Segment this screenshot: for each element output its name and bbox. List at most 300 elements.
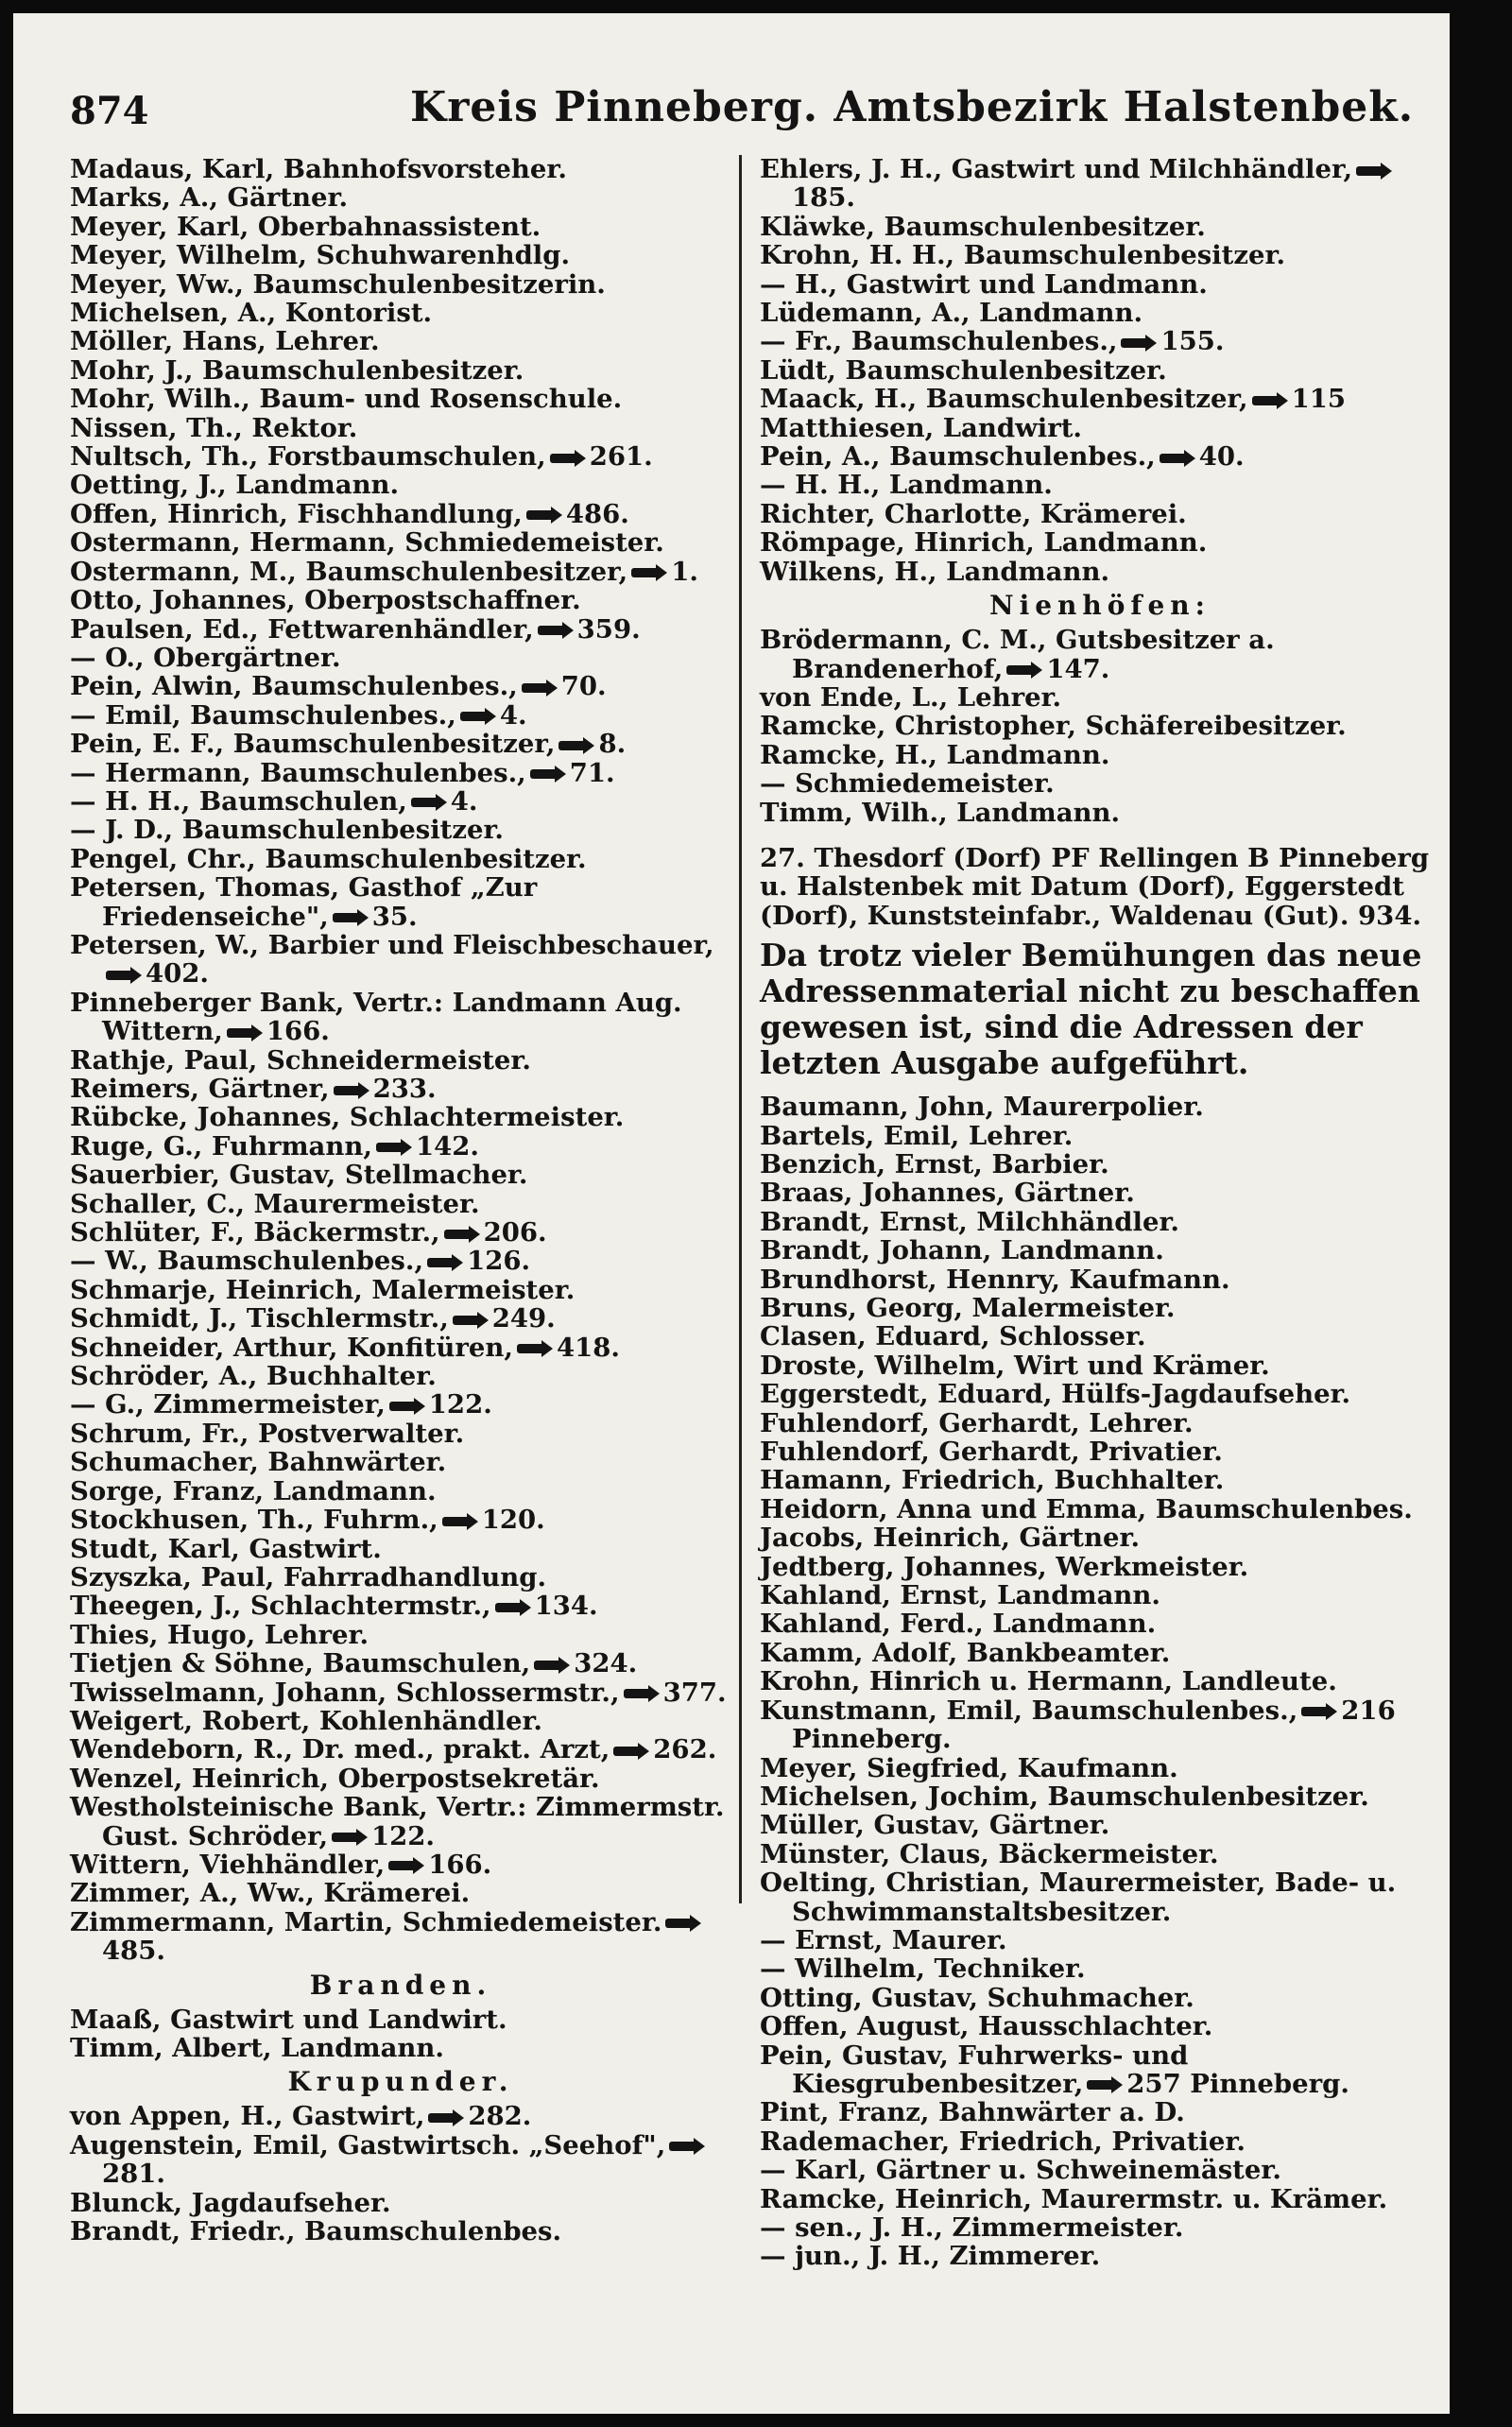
entry-text: Fuhlendorf, Gerhardt, Lehrer. [760,1407,1194,1438]
phone-number: 35. [371,901,418,932]
entry-text: Müller, Gustav, Gärtner. [760,1810,1110,1841]
telephone-pointing-hand-icon [1252,394,1288,407]
directory-entry [760,683,1440,712]
telephone-pointing-hand-icon [411,796,447,809]
directory-entry [760,2242,1440,2270]
directory-entry [70,1535,731,1563]
entry-text: Brandt, Friedr., Baumschulenbes. [70,2216,562,2247]
page-header [51,79,1415,146]
directory-entry [70,989,731,1046]
telephone-pointing-hand-icon [550,452,586,465]
directory-entry [760,528,1440,557]
entry-text: Krohn, H. H., Baumschulenbesitzer. [760,240,1286,271]
directory-entry [760,1811,1440,1839]
directory-entry [760,769,1440,798]
phone-number: 249. [491,1303,556,1334]
directory-entry [760,327,1440,355]
directory-entry [760,414,1440,442]
directory-entry [70,1592,731,1620]
entry-text: Richter, Charlotte, Krämerei. [760,498,1187,529]
directory-entry [760,1984,1440,2012]
directory-entry [70,1103,731,1131]
telephone-pointing-hand-icon [495,1601,531,1614]
phone-number: 166. [266,1016,330,1047]
entry-text: — Emil, Baumschulenbes., [70,699,456,731]
directory-entry [70,730,731,758]
entry-text: Kahland, Ernst, Landmann. [760,1580,1160,1611]
entry-text: Meyer, Ww., Baumschulenbesitzerin. [70,268,606,300]
phone-number: 115 [1291,384,1346,415]
telephone-pointing-hand-icon [389,1400,425,1413]
directory-entry [70,1678,731,1707]
entry-text: Augenstein, Emil, Gastwirtsch. „Seehof", [70,2129,666,2160]
directory-entry [70,1190,731,1218]
directory-entry [760,1122,1440,1150]
entry-text: Oetting, J., Landmann. [70,470,400,501]
directory-entry [760,1639,1440,1667]
phone-number: 485. [102,1936,165,1967]
telephone-pointing-hand-icon [1301,1705,1337,1718]
entry-text: Rübcke, Johannes, Schlachtermeister. [70,1102,625,1133]
directory-entry [70,183,731,212]
entry-text: Matthiesen, Landwirt. [760,412,1082,443]
entry-text: Tietjen & Söhne, Baumschulen, [70,1648,531,1679]
entry-text: Zimmermann, Martin, Schmiedemeister. [70,1906,662,1937]
entry-text: Westholsteinische Bank, Vertr.: Zimmermstr. Gust. Schröder, [70,1792,725,1851]
telephone-pointing-hand-icon [460,710,496,723]
entry-text: Schmarje, Heinrich, Malermeister. [70,1274,576,1305]
telephone-pointing-hand-icon [444,1228,480,1241]
entry-text: Mohr, Wilh., Baum- und Rosenschule. [70,384,623,415]
directory-entry [760,241,1440,269]
phone-number: 4. [450,785,478,817]
entry-text: Offen, August, Hausschlachter. [760,2011,1213,2042]
entry-text: — Karl, Gärtner u. Schweinemäster. [760,2155,1281,2186]
entry-text: Maaß, Gastwirt und Landwirt. [70,2004,507,2035]
directory-entry [760,1409,1440,1437]
entry-text: Pein, Gustav, Fuhrwerks- und Kiesgrubenbesitzer, [760,2040,1189,2099]
phone-number: 257 Pinneberg. [1126,2068,1349,2099]
telephone-pointing-hand-icon [334,1084,369,1097]
directory-entry [70,1563,731,1592]
directory-entry [70,1908,731,1966]
telephone-pointing-hand-icon [613,1745,649,1758]
directory-entry [70,1362,731,1390]
telephone-pointing-hand-icon [428,2111,464,2125]
entry-text: — Wilhelm, Techniker. [760,1954,1086,1985]
directory-entry [70,1448,731,1476]
phone-number: 185. [792,182,855,214]
directory-entry [70,414,731,442]
entry-text: Römpage, Hinrich, Landmann. [760,527,1208,559]
telephone-pointing-hand-icon [665,1917,701,1930]
directory-entry [760,626,1440,683]
entry-text: Möller, Hans, Lehrer. [70,326,380,357]
directory-entry [70,2131,731,2189]
header-title: Kreis Pinneberg. Amtsbezirk Halstenbek. [410,83,1415,131]
entry-text: Rademacher, Friedrich, Privatier. [760,2126,1246,2157]
directory-entry [760,1466,1440,1494]
directory-entry [760,471,1440,499]
directory-entry [70,2102,731,2130]
notice-text: Da trotz vieler Bemühungen das neue Adressenmaterial nicht zu beschaffen gewesen ist, sind die Adressen der letzten Ausgabe aufgeführt. [760,937,1422,1082]
entry-text: Michelsen, Jochim, Baumschulenbesitzer. [760,1781,1369,1812]
entry-text: Brundhorst, Hennry, Kaufmann. [760,1264,1230,1295]
directory-entry [70,1735,731,1764]
section-heading: Nienhöfen: [989,590,1211,622]
directory-entry [70,2217,731,2246]
entry-text: Ruge, G., Fuhrmann, [70,1130,372,1162]
entry-text: Madaus, Karl, Bahnhofsvorsteher. [70,154,567,184]
directory-entry [760,1437,1440,1466]
entry-text: Heidorn, Anna und Emma, Baumschulenbes. [760,1493,1413,1524]
directory-entry [760,2213,1440,2242]
entry-text: Nultsch, Th., Forstbaumschulen, [70,441,546,473]
phone-number: 126. [467,1246,531,1277]
directory-entry [760,2185,1440,2213]
entry-text: Meyer, Wilhelm, Schuhwarenhdlg. [70,240,571,271]
directory-entry [760,442,1440,471]
column-rule [739,155,742,1903]
directory-entry [760,1351,1440,1380]
directory-entry [760,270,1440,299]
directory-entry [760,1150,1440,1179]
directory-entry [760,1495,1440,1523]
directory-entry [760,2156,1440,2184]
directory-entry [760,1840,1440,1868]
phone-number: 216 Pinneberg. [792,1695,1396,1755]
directory-entry [70,1793,731,1850]
entry-text: Reimers, Gärtner, [70,1074,330,1104]
phone-number: 122. [371,1820,436,1851]
entry-text: Otting, Gustav, Schuhmacher. [760,1982,1194,2013]
telephone-pointing-hand-icon [624,1687,660,1700]
entry-text: Brandt, Ernst, Milchhändler. [760,1206,1179,1237]
entry-text: Lüdemann, A., Landmann. [760,298,1143,329]
directory-entry [70,528,731,557]
directory-entry [70,1390,731,1419]
entry-text: Sauerbier, Gustav, Stellmacher. [70,1160,528,1191]
directory-entry [70,327,731,355]
directory-entry [70,1276,731,1304]
directory-entry [70,1247,731,1275]
entry-text: Eggerstedt, Eduard, Hülfs-Jagdaufseher. [760,1379,1351,1410]
directory-entry [760,741,1440,769]
directory-entry [760,1609,1440,1638]
directory-entry [70,356,731,385]
entry-text: — Ernst, Maurer. [760,1924,1007,1955]
entry-text: Benzich, Ernst, Barbier. [760,1148,1109,1179]
directory-entry [760,1868,1440,1926]
directory-entry [760,1179,1440,1207]
entry-text: Ramcke, H., Landmann. [760,739,1110,770]
telephone-pointing-hand-icon [376,1141,412,1154]
entry-text: Droste, Wilhelm, Wirt und Krämer. [760,1350,1270,1381]
section-heading: Branden. [309,1969,492,2001]
directory-entry [70,1075,731,1103]
entry-text: Kahland, Ferd., Landmann. [760,1609,1157,1640]
entry-text: Studt, Karl, Gastwirt. [70,1533,382,1564]
telephone-pointing-hand-icon [388,1859,424,1872]
entry-text: Wendeborn, R., Dr. med., prakt. Arzt, [70,1734,610,1765]
directory-entry [70,213,731,241]
telephone-pointing-hand-icon [1121,336,1157,350]
phone-number: 206. [483,1217,547,1248]
directory-entry [70,471,731,499]
entry-text: Oelting, Christian, Maurermeister, Bade- u. Schwimmanstaltsbesitzer. [760,1868,1397,1927]
phone-number: 418. [556,1332,620,1363]
directory-entry [70,644,731,672]
left-column [70,155,731,2246]
directory-entry [70,931,731,989]
directory-entry [70,816,731,844]
entry-text: — O., Obergärtner. [70,642,341,673]
phone-number: 71. [569,757,615,788]
entry-text: Ostermann, Hermann, Schmiedemeister. [70,527,664,559]
entry-text: Fuhlendorf, Gerhardt, Privatier. [760,1437,1223,1468]
entry-text: Wilkens, H., Landmann. [760,556,1110,587]
directory-entry [760,1380,1440,1408]
entry-text: Ramcke, Christopher, Schäfereibesitzer. [760,711,1347,742]
telephone-pointing-hand-icon [534,1659,570,1672]
entry-text: Bruns, Georg, Malermeister. [760,1293,1176,1323]
entry-text: Braas, Johannes, Gärtner. [760,1178,1135,1209]
phone-number: 8. [598,729,627,760]
entry-text: Otto, Johannes, Oberpostschaffner. [70,585,581,616]
directory-entry [70,2189,731,2217]
directory-entry [70,1161,731,1189]
directory-entry [70,558,731,586]
telephone-pointing-hand-icon [522,681,558,695]
directory-entry [70,1649,731,1678]
telephone-pointing-hand-icon [530,767,566,781]
entry-text: Timm, Albert, Landmann. [70,2033,444,2063]
phone-number: 4. [499,699,527,731]
entry-text: Hamann, Friedrich, Buchhalter. [760,1465,1225,1496]
entry-text: Pein, E. F., Baumschulenbesitzer, [70,729,556,760]
entry-text: Paulsen, Ed., Fettwarenhändler, [70,613,534,645]
directory-entry [760,1782,1440,1811]
phone-number: 282. [468,2101,532,2132]
directory-entry [70,1477,731,1506]
directory-entry [760,1294,1440,1322]
directory-entry [760,1553,1440,1581]
phone-number: 155. [1160,326,1225,357]
phone-number: 40. [1198,441,1245,473]
telephone-pointing-hand-icon [227,1026,263,1040]
entry-text: Meyer, Siegfried, Kaufmann. [760,1752,1178,1783]
telephone-pointing-hand-icon [1087,2078,1123,2091]
entry-text: Nissen, Th., Rektor. [70,412,358,443]
phone-number: 486. [565,498,629,529]
phone-number: 261. [589,441,653,473]
phone-number: 1. [671,556,698,587]
directory-entry [760,712,1440,740]
entry-text: Bartels, Emil, Lehrer. [760,1120,1074,1151]
right-column-bottom [760,1093,1440,2271]
entry-text: Weigert, Robert, Kohlenhändler. [70,1705,542,1736]
directory-entry [760,213,1440,241]
directory-entry [70,1506,731,1534]
entry-text: Krohn, Hinrich u. Hermann, Landleute. [760,1666,1337,1697]
telephone-pointing-hand-icon [442,1515,478,1528]
entry-text: — Hermann, Baumschulenbes., [70,757,526,788]
directory-entry [760,2041,1440,2099]
directory-entry [70,759,731,787]
entry-text: Kunstmann, Emil, Baumschulenbes., [760,1695,1298,1726]
entry-text: Schrum, Fr., Postverwalter. [70,1418,465,1449]
entry-text: Petersen, Thomas, Gasthof „Zur Friedenseiche", [70,872,538,932]
entry-text: — H. H., Baumschulen, [70,785,407,817]
phone-number: 134. [534,1591,598,1622]
entry-text: Schröder, A., Buchhalter. [70,1361,437,1392]
entry-text: Ehlers, J. H., Gastwirt und Milchhändler, [760,154,1353,184]
entry-text: Jacobs, Heinrich, Gärtner. [760,1523,1141,1554]
directory-entry [70,385,731,413]
entry-text: Stockhusen, Th., Fuhrm., [70,1505,438,1536]
phone-number: 122. [428,1389,492,1420]
telephone-pointing-hand-icon [517,1342,553,1355]
directory-entry [760,2012,1440,2040]
entry-text: Brandt, Johann, Landmann. [760,1235,1164,1266]
entry-text: Wittern, Viehhändler, [70,1849,386,1880]
directory-entry [70,2005,731,2034]
entry-text: — sen., J. H., Zimmermeister. [760,2212,1184,2243]
entry-text: Pengel, Chr., Baumschulenbesitzer. [70,843,587,874]
page-number: 874 [70,89,149,133]
entry-text: Schneider, Arthur, Konfitüren, [70,1332,513,1363]
entry-text: Marks, A., Gärtner. [70,182,349,214]
phone-number: 233. [372,1074,437,1104]
directory-entry [70,615,731,644]
entry-text: Szyszka, Paul, Fahrradhandlung. [70,1561,547,1592]
directory-entry [70,1879,731,1907]
directory-entry [70,701,731,730]
entry-text: Clasen, Eduard, Schlosser. [760,1321,1146,1352]
entry-text: Schaller, C., Maurermeister. [70,1188,480,1219]
entry-text: Ramcke, Heinrich, Maurermstr. u. Krämer. [760,2183,1388,2214]
entry-text: — G., Zimmermeister, [70,1389,386,1420]
phone-number: 147. [1046,653,1110,684]
directory-entry [760,1667,1440,1695]
directory-entry [760,1523,1440,1552]
entry-text: Pint, Franz, Bahnwärter a. D. [760,2097,1185,2128]
entry-text: Lüdt, Baumschulenbesitzer. [760,354,1167,386]
entry-text: Rathje, Paul, Schneidermeister. [70,1044,531,1076]
telephone-pointing-hand-icon [427,1256,463,1269]
telephone-pointing-hand-icon [333,911,369,924]
directory-entry [760,1954,1440,1983]
entry-text: Zimmer, A., Ww., Krämerei. [70,1878,471,1909]
telephone-pointing-hand-icon [1006,663,1042,677]
telephone-pointing-hand-icon [558,739,594,752]
phone-number: 359. [576,613,641,645]
right-column [760,155,1440,2271]
entry-text: Pein, A., Baumschulenbes., [760,441,1156,473]
directory-entry [760,1581,1440,1609]
directory-entry [70,241,731,269]
right-column-top [760,155,1440,827]
telephone-pointing-hand-icon [669,2140,705,2153]
phone-number: 70. [560,671,607,702]
entry-text: Mohr, J., Baumschulenbesitzer. [70,354,524,386]
entry-text: Thies, Hugo, Lehrer. [70,1619,369,1650]
directory-entry [70,1218,731,1247]
entry-text: Kamm, Adolf, Bankbeamter. [760,1637,1171,1668]
entry-text: — Schmiedemeister. [760,768,1055,800]
entry-text: Schlüter, F., Bäckermstr., [70,1217,440,1248]
directory-entry [70,1850,731,1879]
entry-text: Brödermann, C. M., Gutsbesitzer a. Brandenerhof, [760,625,1275,684]
directory-entry [70,672,731,700]
entry-text: Pinneberger Bank, Vertr.: Landmann Aug. Wittern, [70,987,682,1047]
directory-entry [70,873,731,931]
section-heading: Krupunder. [287,2066,514,2098]
entry-text: Sorge, Franz, Landmann. [70,1475,437,1506]
directory-entry [70,1304,731,1333]
directory-entry [760,558,1440,586]
telephone-pointing-hand-icon [526,508,562,522]
entry-text: Schumacher, Bahnwärter. [70,1447,447,1478]
phone-number: 402. [146,958,209,990]
entry-text: Münster, Claus, Bäckermeister. [760,1838,1219,1869]
directory-entry [760,2098,1440,2126]
telephone-pointing-hand-icon [332,1831,368,1844]
entry-text: Maack, H., Baumschulenbesitzer, [760,384,1248,415]
phone-number: 166. [428,1849,492,1880]
directory-entry [70,1420,731,1448]
entry-text: Offen, Hinrich, Fischhandlung, [70,498,523,529]
directory-entry [70,586,731,614]
entry-text: Ostermann, M., Baumschulenbesitzer, [70,556,628,587]
entry-text: Michelsen, A., Kontorist. [70,298,433,329]
entry-text: Petersen, W., Barbier und Fleischbeschauer, [70,929,714,960]
phone-number: 281. [102,2159,165,2190]
directory-entry [760,1236,1440,1265]
directory-entry [70,845,731,873]
entry-text: von Ende, L., Lehrer. [760,681,1062,713]
directory-entry [70,1334,731,1362]
phone-number: 324. [574,1648,638,1679]
directory-entry [760,1696,1440,1754]
entry-text: — H. H., Landmann. [760,470,1053,501]
telephone-pointing-hand-icon [631,566,667,579]
directory-entry [760,385,1440,413]
entry-text: Blunck, Jagdaufseher. [70,2187,391,2218]
directory-entry [760,799,1440,827]
entry-text: Wenzel, Heinrich, Oberpostsekretär. [70,1763,600,1794]
entry-text: Twisselmann, Johann, Schlossermstr., [70,1677,620,1708]
entry-text: — jun., J. H., Zimmerer. [760,2241,1101,2272]
entry-text: Baumann, John, Maurerpolier. [760,1092,1204,1123]
directory-entry [70,270,731,299]
directory-entry [70,1046,731,1075]
entry-text: Timm, Wilh., Landmann. [760,797,1121,828]
directory-page [13,13,1450,2414]
directory-entry [760,155,1440,213]
directory-entry [760,1265,1440,1294]
directory-entry [70,1621,731,1649]
directory-entry [760,356,1440,385]
directory-entry [70,2034,731,2062]
directory-entry [760,1754,1440,1782]
directory-entry [760,2127,1440,2156]
directory-entry [760,1093,1440,1121]
entry-text: — Fr., Baumschulenbes., [760,326,1118,357]
entry-text: Meyer, Karl, Oberbahnassistent. [70,211,541,242]
directory-entry [760,500,1440,528]
directory-entry [760,1926,1440,1954]
